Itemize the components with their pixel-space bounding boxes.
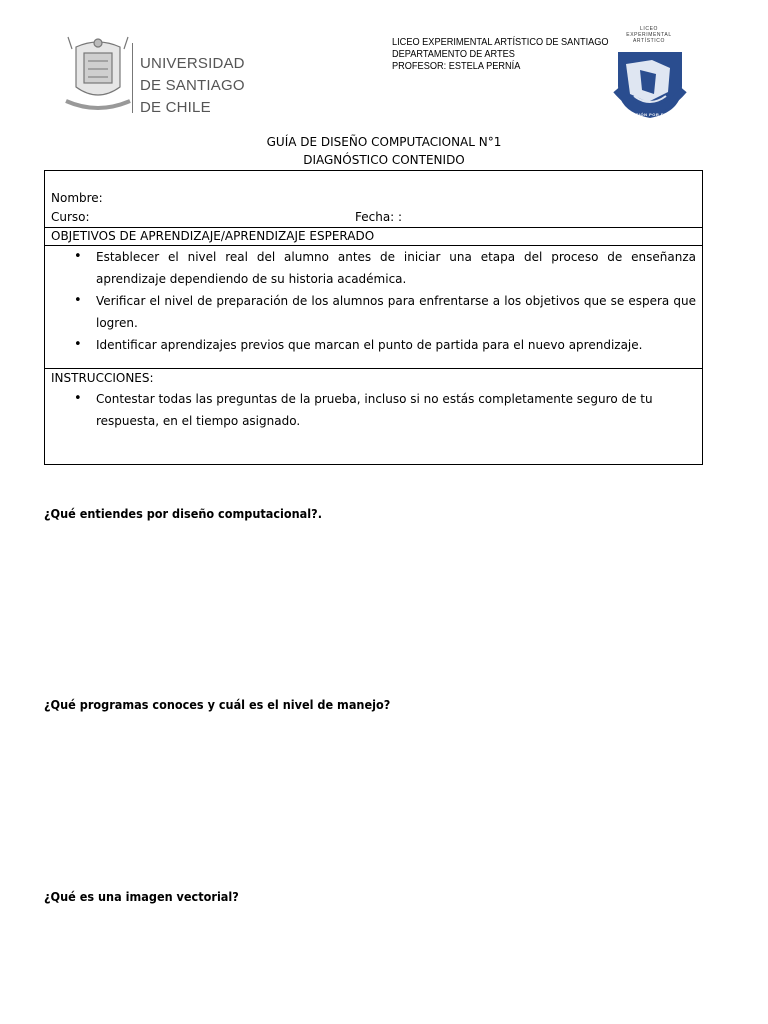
instrucciones-section bbox=[45, 368, 702, 432]
objetivos-heading: OBJETIVOS DE APRENDIZAJE/APRENDIZAJE ESPERADO bbox=[51, 229, 375, 243]
objetivo-item: • Verificar el nivel de preparación de los alumnos para enfrentarse a los objetivos que se espera que logren. bbox=[45, 290, 702, 334]
crest-line-2: EXPERIMENTAL bbox=[626, 32, 672, 38]
crest-line-1: LICEO bbox=[639, 26, 658, 32]
usach-line-1: UNIVERSIDAD bbox=[140, 55, 245, 72]
usach-line-2: DE SANTIAGO bbox=[140, 77, 245, 94]
liceo-shield-icon bbox=[612, 50, 688, 120]
curso-label: Curso: bbox=[51, 210, 90, 224]
question-2: ¿Qué programas conoces y cuál es el nivel de manejo? bbox=[44, 698, 391, 712]
question-1: ¿Qué entiendes por diseño computacional?. bbox=[44, 507, 322, 521]
liceo-teacher: PROFESOR: ESTELA PERNÍA bbox=[392, 61, 521, 72]
usach-crest-icon bbox=[58, 31, 138, 119]
liceo-department: DEPARTAMENTO DE ARTES bbox=[392, 49, 515, 60]
liceo-crest bbox=[608, 26, 690, 120]
objetivo-item: • Identificar aprendizajes previos que marcan el punto de partida para el nuevo aprendizaje. bbox=[45, 334, 702, 356]
liceo-crest-text bbox=[608, 26, 690, 44]
instruccion-item: • Contestar todas las preguntas de la prueba, incluso si no estás completamente seguro de tu respuesta, en el tiempo asignado. bbox=[45, 388, 702, 432]
liceo-info bbox=[392, 37, 609, 73]
crest-line-3: ARTÍSTICO bbox=[633, 38, 665, 44]
instrucciones-heading: INSTRUCCIONES: bbox=[51, 371, 154, 385]
crest-motto: EDUCACIÓN POR EL ARTE bbox=[618, 112, 682, 117]
question-3: ¿Qué es una imagen vectorial? bbox=[44, 890, 239, 904]
usach-line-3: DE CHILE bbox=[140, 99, 211, 116]
usach-wordmark bbox=[140, 53, 245, 119]
objetivos-section bbox=[45, 227, 702, 356]
liceo-name: LICEO EXPERIMENTAL ARTÍSTICO DE SANTIAGO bbox=[392, 37, 609, 48]
instrucciones-list bbox=[45, 388, 702, 432]
info-table bbox=[44, 170, 703, 465]
objetivos-list bbox=[45, 246, 702, 356]
objetivo-item: • Establecer el nivel real del alumno antes de iniciar una etapa del proceso de enseñanza aprendizaje dependiendo de su historia académica. bbox=[45, 246, 702, 290]
usach-divider bbox=[132, 43, 133, 113]
document-title bbox=[0, 133, 768, 169]
nombre-label: Nombre: bbox=[51, 191, 103, 205]
fecha-label: Fecha: : bbox=[355, 210, 403, 224]
title-line-2: DIAGNÓSTICO CONTENIDO bbox=[303, 153, 465, 167]
title-line-1: GUÍA DE DISEÑO COMPUTACIONAL N°1 bbox=[266, 135, 502, 149]
